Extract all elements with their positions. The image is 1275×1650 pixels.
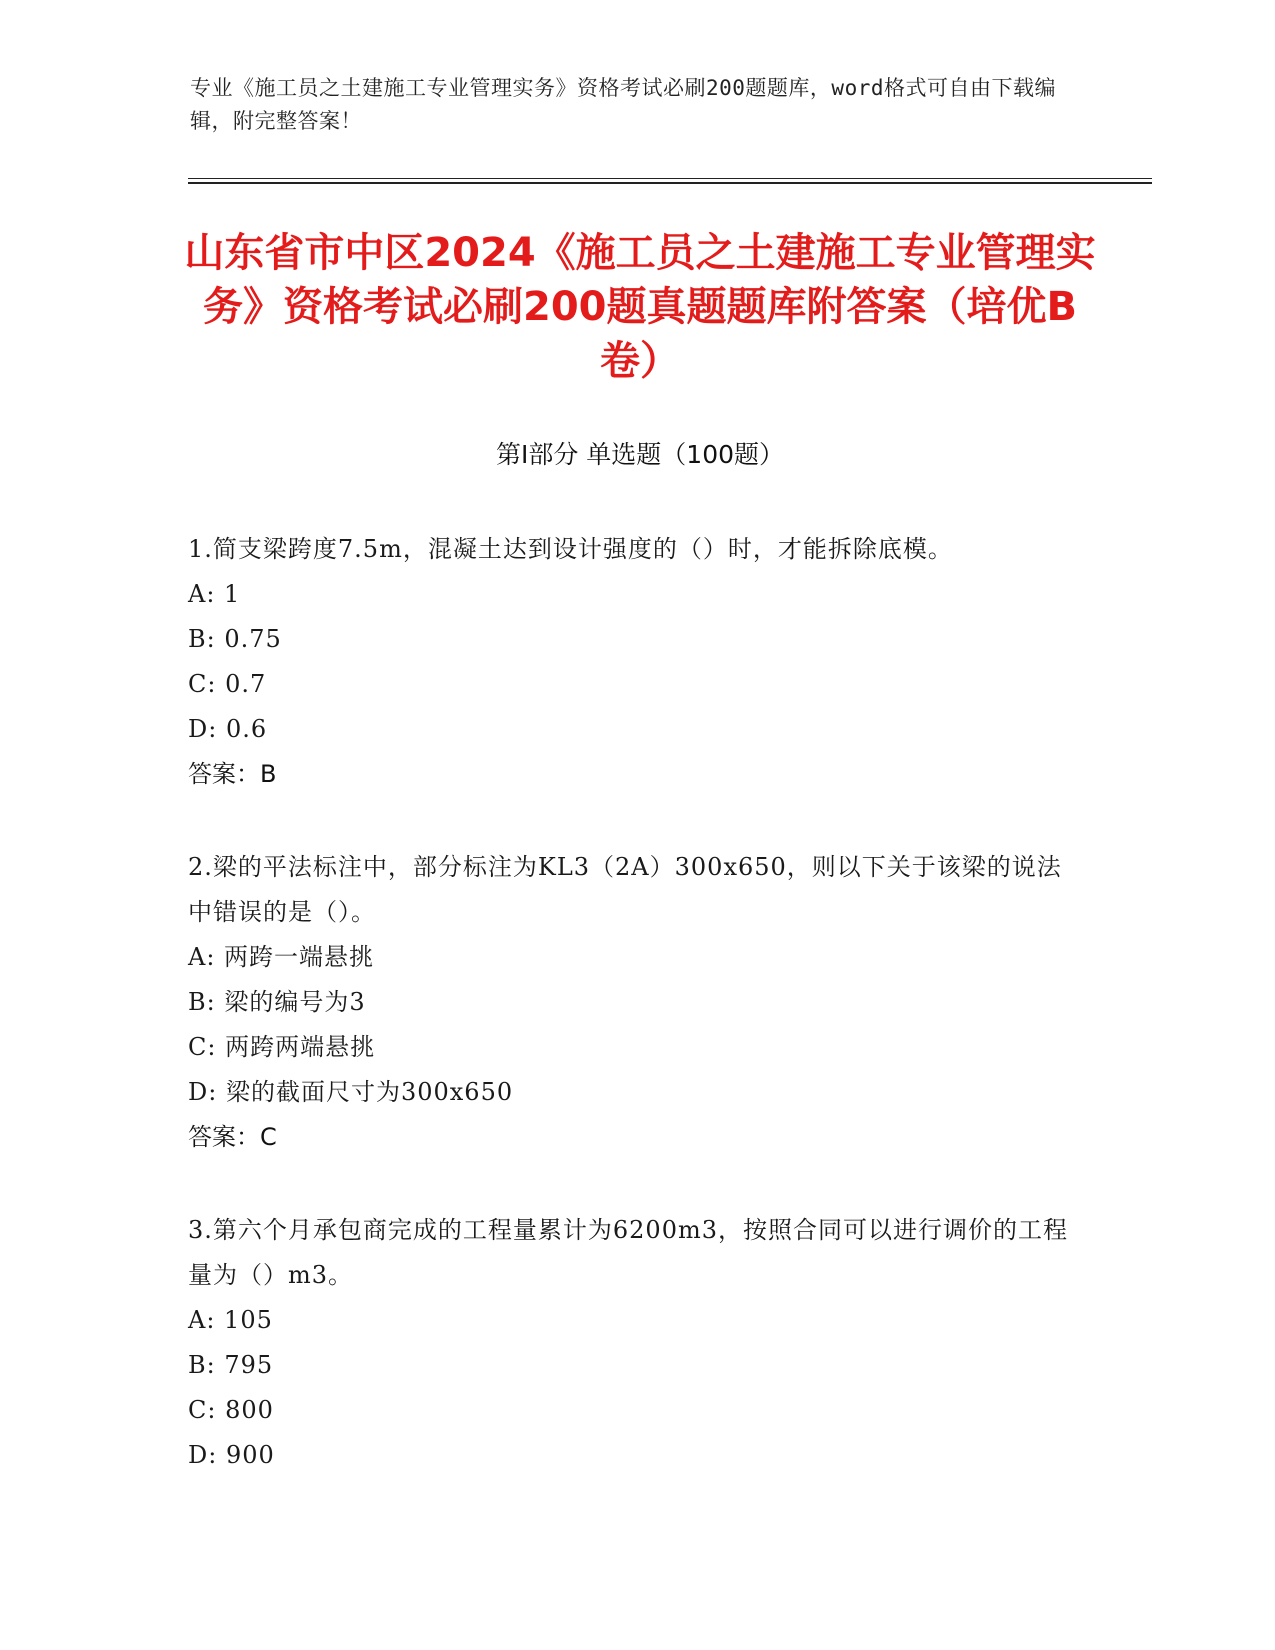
option-c: C: 0.7: [188, 670, 267, 698]
option-d: D: 0.6: [188, 715, 268, 743]
question-item: [188, 1208, 1068, 1478]
option-b: B: 0.75: [188, 625, 282, 653]
answer-line: 答案：C: [188, 1123, 277, 1151]
header-divider-thin: [188, 178, 1152, 179]
answer-line: 答案：B: [188, 760, 277, 788]
question-item: [188, 527, 1068, 797]
question-list: [188, 527, 1068, 1526]
document-title: 山东省市中区2024《施工员之土建施工专业管理实务》资格考试必刷200题真题题库附答案（培优B卷）: [184, 230, 1096, 384]
option-b: B: 梁的编号为3: [188, 988, 366, 1016]
section-heading: 第I部分 单选题（100题）: [495, 440, 785, 469]
question-stem: 2.梁的平法标注中，部分标注为KL3（2A）300x650，则以下关于该梁的说法中错误的是（）。: [188, 853, 1062, 926]
option-a: A: 105: [188, 1306, 273, 1334]
option-a: A: 两跨一端悬挑: [188, 943, 375, 971]
question-stem: 3.第六个月承包商完成的工程量累计为6200m3，按照合同可以进行调价的工程量为（）m3。: [188, 1216, 1069, 1289]
header-note: 专业《施工员之土建施工专业管理实务》资格考试必刷200题题库，word格式可自由下载编辑，附完整答案！: [190, 76, 1056, 133]
option-a: A: 1: [188, 580, 241, 608]
question-item: [188, 845, 1068, 1160]
option-c: C: 800: [188, 1396, 274, 1424]
option-d: D: 900: [188, 1441, 275, 1469]
question-stem: 1.简支梁跨度7.5m，混凝土达到设计强度的（）时，才能拆除底模。: [188, 535, 953, 563]
option-c: C: 两跨两端悬挑: [188, 1033, 376, 1061]
header-divider-thick: [188, 182, 1152, 184]
option-b: B: 795: [188, 1351, 274, 1379]
option-d: D: 梁的截面尺寸为300x650: [188, 1078, 514, 1106]
